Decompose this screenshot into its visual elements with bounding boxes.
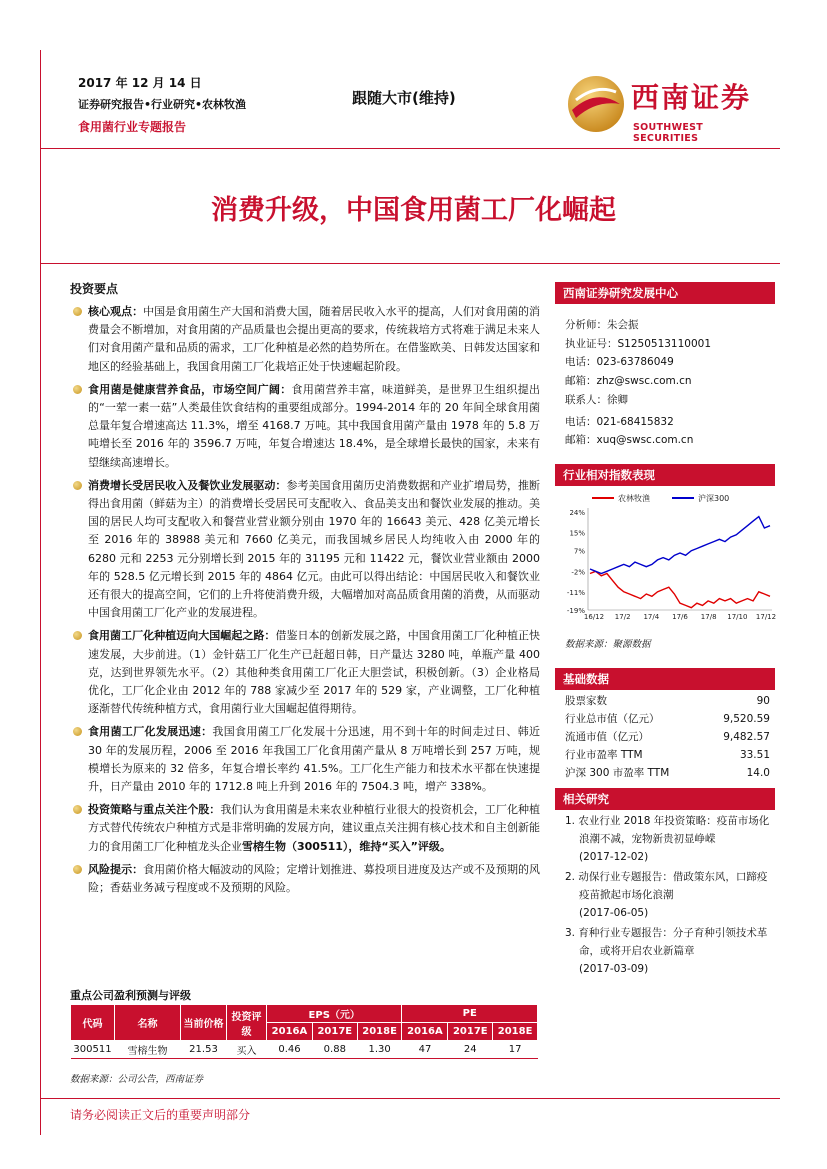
research-title[interactable]: 2. 动保行业专题报告：借政策东风，口蹄疫疫苗掀起市场化浪潮 [565,871,768,901]
cell-eps: 0.88 [312,1041,357,1059]
col-year: 2017E [312,1023,357,1041]
y-tick-label: 24% [569,509,585,517]
legend-label: 农林牧渔 [618,494,650,503]
basic-data-row [565,728,770,746]
bullet-text: 食用菌价格大幅波动的风险；定增计划推进、募投项目进度及达产或不及预期的风险；香菇业务减亏程度或不及预期的风险。 [88,862,540,895]
summary-bullet [70,801,540,856]
basic-label: 行业总市值（亿元） [565,713,660,725]
research-item[interactable] [565,812,775,866]
series-line [590,571,770,607]
cell-eps: 0.46 [267,1041,313,1059]
basic-value: 9,482.57 [723,731,770,743]
research-title[interactable]: 1. 农业行业 2018 年投资策略：疫苗市场化浪潮不减，宠物新贵初显峥嵘 [565,815,770,845]
contact-name: 联系人：徐卿 [565,394,628,406]
x-tick-label: 17/4 [643,613,660,621]
basic-data-row [565,692,770,710]
research-item[interactable] [565,924,775,978]
y-tick-label: 7% [573,547,585,556]
research-date: (2017-12-02) [579,851,649,863]
contact-info [565,391,693,450]
bullet-text: 参考美国食用菌历史消费数据和产业扩增局势，推断得出食用菌（鲜菇为主）的消费增长受居民可支配收入、食品美支出和餐饮业发展的推动。美国的居民人均可支配收入和餐营业营业额分别由 1970 年的 16643 美元、428 亿美元增长至 2016 年的 38988 美元和 7660 亿美元，而我国城乡居民人均纯收入由 2000 年的 6280 元和 2253 元分别增长到 2015 年的 31195 元和 11422 元，餐饮业营业额由 2000 年的 528.5 亿元增长到 2015 年的 4864 亿元。由此可以得出结论：中国居民收入和餐饮业还有很大的提高空间，它们的上升将使消费升级，大幅增加对高品质食用菌的消费，从而驱动中国食用菌工厂化产业的发展进程。 [88,478,541,620]
cell-pe: 17 [493,1041,538,1059]
basic-data-row [565,746,770,764]
summary-bullet [70,381,540,472]
relative-index-chart [560,490,780,630]
bullet-strong: 雪榕生物（300511），维持“买入”评级。 [242,839,451,853]
cell-rating: 买入 [227,1041,267,1059]
bullet-dot-icon [73,631,82,640]
y-tick-label: -11% [566,588,585,597]
col-price: 当前价格 [181,1005,227,1041]
summary-bullet [70,627,540,718]
x-tick-label: 17/2 [614,613,631,621]
legend-label: 沪深300 [698,494,730,503]
cell-pe: 24 [448,1041,493,1059]
disclaimer-notice[interactable]: 请务必阅读正文后的重要声明部分 [70,1108,251,1122]
research-date: (2017-03-09) [579,963,649,975]
basic-label: 股票家数 [565,695,607,707]
basic-data-list [565,692,770,782]
header-rule [40,148,780,149]
summary-bullet [70,861,540,897]
col-pe: PE [402,1005,538,1023]
bullet-dot-icon [73,385,82,394]
related-research-heading: 相关研究 [555,788,775,810]
chart-source: 数据来源：聚源数据 [565,639,651,650]
y-tick-label: -19% [566,607,585,615]
cell-name: 雪榕生物 [115,1041,181,1059]
basic-label: 行业市盈率 TTM [565,749,643,761]
x-tick-label: 16/12 [583,613,605,621]
analyst-license: 执业证号：S1250513110001 [565,337,712,350]
bullet-lead: 食用菌工厂化发展迅速： [88,725,213,739]
page-title: 消费升级，中国食用菌工厂化崛起 [211,195,616,226]
bullet-dot-icon [73,481,82,490]
research-item[interactable] [565,868,775,922]
basic-label: 沪深 300 市盈率 TTM [565,767,670,779]
bullet-dot-icon [73,805,82,814]
basic-data-row [565,710,770,728]
title-rule [40,263,780,264]
basic-label: 流通市值（亿元） [565,731,649,743]
basic-data-heading: 基础数据 [555,668,775,690]
col-year: 2016A [402,1023,448,1041]
research-title[interactable]: 3. 育种行业专题报告：分子育种引领技术革命，或将开启农业新篇章 [565,927,768,957]
col-code: 代码 [71,1005,115,1041]
col-year: 2018E [493,1023,538,1041]
cell-eps: 1.30 [357,1041,402,1059]
forecast-table-title: 重点公司盈利预测与评级 [70,989,191,1002]
bullet-text: 我们认为食用菌是未来农业种植行业很大的投资机会，工厂化种植方式替代传统农户种植方式是非常明确的发展方向，建议重点关注拥有核心技术和自主创新能力的食用菌工厂化种植龙头企业 [88,803,541,853]
basic-value: 9,520.59 [723,713,770,725]
chart-heading: 行业相对指数表现 [555,464,775,486]
col-rating: 投资评级 [227,1005,267,1041]
bullet-dot-icon [73,865,82,874]
summary-bullet [70,477,540,623]
summary-bullet [70,723,540,796]
research-date: (2017-06-05) [579,907,649,919]
report-type: 证券研究报告•行业研究•农林牧渔 [78,98,247,111]
analyst-info [565,316,711,390]
basic-value: 33.51 [739,749,770,761]
series-line [590,517,770,574]
y-tick-label: -2% [571,568,585,577]
basic-value: 90 [756,695,770,707]
summary-bullets [70,303,540,902]
logo-english-name: SOUTHWEST SECURITIES [633,122,704,144]
col-eps: EPS（元） [267,1005,402,1023]
bullet-lead: 消费增长受居民收入及餐饮业发展驱动： [88,478,287,492]
col-name: 名称 [115,1005,181,1041]
y-tick-label: 15% [569,529,585,538]
col-year: 2016A [267,1023,313,1041]
x-tick-label: 17/12 [755,613,777,621]
bullet-lead: 投资策略与重点关注个股： [88,803,221,817]
x-tick-label: 17/8 [700,613,717,621]
summary-heading: 投资要点 [70,282,119,296]
logo-emblem-icon [566,74,626,134]
logo-name: 西南证券 [631,81,752,114]
col-year: 2017E [448,1023,493,1041]
bullet-dot-icon [73,307,82,316]
x-tick-label: 17/6 [672,613,688,621]
chart-svg [560,490,780,630]
table-source: 数据来源：公司公告，西南证券 [70,1074,204,1085]
bullet-lead: 食用菌工厂化种植迈向大国崛起之路： [88,629,276,643]
col-year: 2018E [357,1023,402,1041]
cell-pe: 47 [402,1041,448,1059]
contact-phone: 电话：021-68415832 [565,415,674,428]
report-series: 食用菌行业专题报告 [78,120,187,134]
contact-email[interactable]: 邮箱：xuq@swsc.com.cn [565,434,694,446]
cell-price: 21.53 [181,1041,227,1059]
bullet-dot-icon [73,727,82,736]
forecast-table [70,1004,538,1059]
bullet-text: 中国是食用菌生产大国和消费大国，随着居民收入水平的提高，人们对食用菌的消费量会不断增加，对食用菌的产品质量也会提出更高的要求，传统栽培方式将难于满足未来人们对食用菌产量和品质的需求，工厂化种植是必然的趋势所在。在借鉴欧美、日韩发达国家和地区的经验基础上，我国食用菌工厂化栽培正处于快速崛起阶段。 [88,305,540,373]
bullet-text: 我国食用菌工厂化发展十分迅速，用不到十年的时间走过日、韩近 30 年的发展历程，2006 至 2016 年我国工厂化食用菌产量从 8 万吨增长到 257 万吨，规模增长为原来的 32 倍多，年复合增长率约 41.5%。工厂化生产能力和技术水平都在快速提升，日产量由 2010 年的 1712.8 吨上升到 2016 年的 7504.3 吨，增产 338%。 [88,725,541,794]
table-row [71,1041,538,1059]
basic-data-row [565,764,770,782]
footer-rule [40,1098,780,1099]
bullet-lead: 核心观点： [88,305,144,318]
bullet-text: 食用菌营养丰富，味道鲜美，是世界卫生组织提出的“一荤一素一菇”人类最佳饮食结构的重要组成部分。1994-2014 年的 20 年间全球食用菌总量年复合增速高达 11.3%，增至 4168.7 万吨。其中我国食用菌产量由 1978 年的 5.8 万吨增长至 2016 年的 3596.7 万吨，年复合增速达 18.4%，是全球增长最快的国家，未来有望继续高速增长。 [88,382,541,469]
analyst-phone: 电话：023-63786049 [565,356,674,368]
research-center-heading: 西南证券研究发展中心 [555,282,775,304]
report-date: 2017 年 12 月 14 日 [78,76,202,90]
basic-value: 14.0 [746,767,770,779]
related-research-list [565,812,775,980]
bullet-lead: 食用菌是健康营养食品，市场空间广阔： [88,382,292,396]
bullet-lead: 风险提示： [88,862,144,876]
company-logo [566,72,771,144]
analyst-email[interactable]: 邮箱：zhz@swsc.com.cn [565,374,692,387]
cell-code: 300511 [71,1041,115,1059]
analyst-name: 分析师：朱会振 [565,319,639,331]
industry-rating: 跟随大市(维持) [352,89,456,107]
bullet-text: 借鉴日本的创新发展之路，中国食用菌工厂化种植正快速发展，大步前进。（1）金针菇工厂化生产已赶超日韩，日产量达 3280 吨，单瓶产量 400 克，达到世界领先水平。（2）其他种类食用菌工厂化正大胆尝试，积极创新。（3）企业格局优化，工厂化企业由 2012 年的 788 家减少至 2017 年的 529 家，产业调整，工厂化种植逐渐替代传统种植方式，食用菌行业大国崛起值得期待。 [88,629,541,716]
summary-bullet [70,303,540,376]
x-tick-label: 17/10 [727,613,748,621]
